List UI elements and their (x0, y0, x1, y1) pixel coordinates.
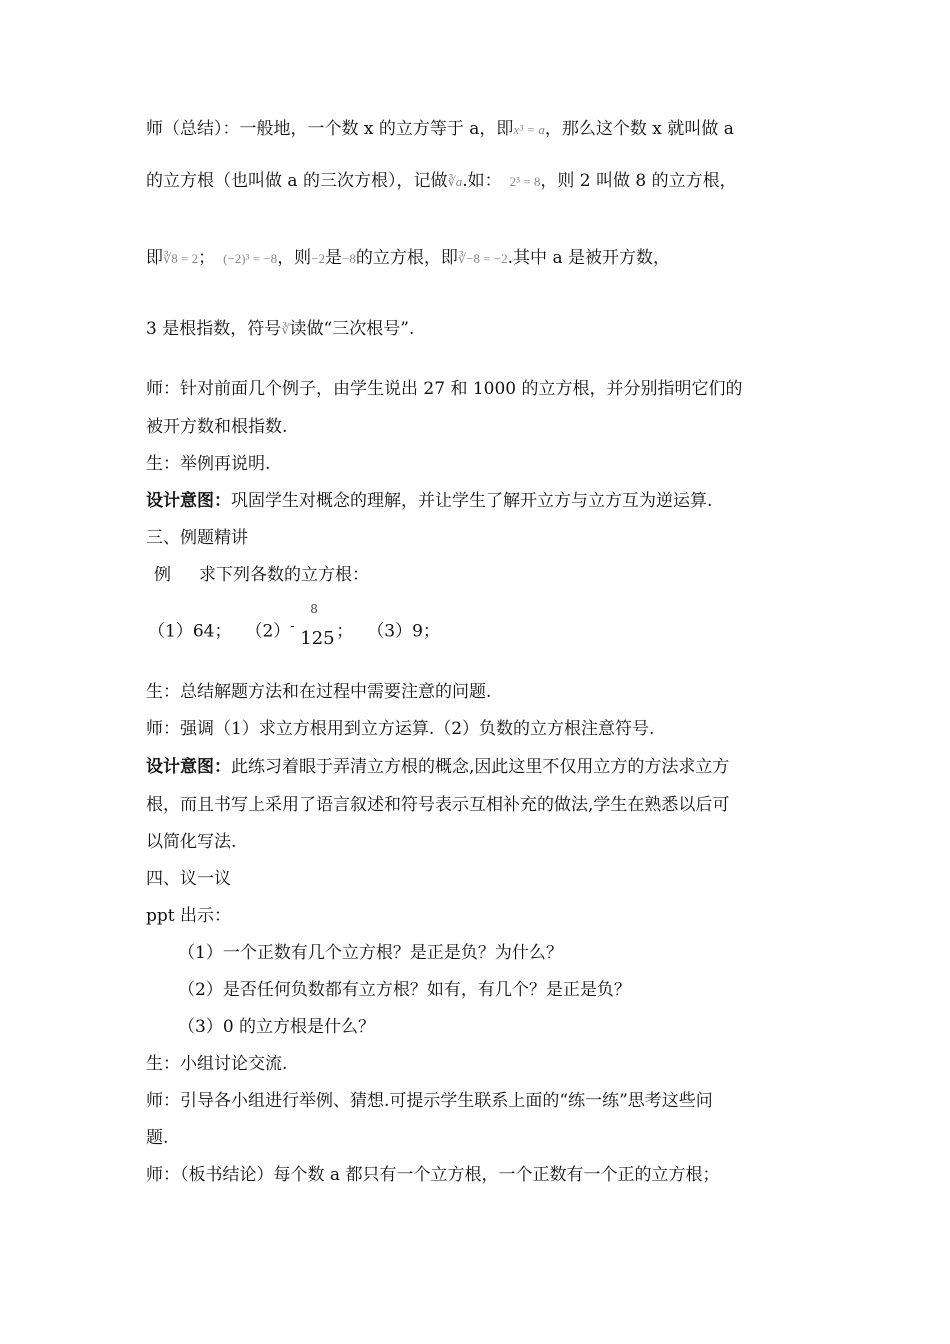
design-intent-2-line-1: 设计意图：此练习着眼于弄清立方根的概念,因此这里不仅用立方的方法求立方 (146, 757, 730, 777)
math-neg-eight: −8 (342, 251, 356, 266)
question-item: （3）0 的立方根是什么？ (178, 1017, 376, 1037)
math-two-cubed: 2³ = 8 (509, 174, 541, 189)
problem-2-label: （2） (245, 621, 291, 642)
question-item: （2）是否任何负数都有立方根？如有，有几个？是正是负？ (178, 980, 631, 1000)
section-heading-examples: 三、例题精讲 (146, 528, 248, 548)
design-intent-2-line-2: 根，而且书写上采用了语言叙述和符号表示互相补充的做法,学生在熟悉以后可 (146, 795, 730, 815)
section-heading-discussion: 四、议一议 (146, 869, 231, 889)
example-prompt: 例 求下列各数的立方根： (154, 565, 369, 585)
student-summary: 生：总结解题方法和在过程中需要注意的问题. (146, 682, 492, 702)
design-intent-label: 设计意图： (146, 757, 231, 777)
teacher-emphasis: 师：强调（1）求立方根用到立方运算.（2）负数的立方根注意符号. (146, 719, 655, 739)
teacher-prompt-line-1: 师：针对前面几个例子，由学生说出 27 和 1000 的立方根，并分别指明它们的 (146, 379, 743, 399)
design-intent-2-line-3: 以简化写法. (146, 832, 237, 852)
student-discussion: 生：小组讨论交流. (146, 1054, 288, 1074)
ppt-label: ppt 出示： (146, 906, 231, 926)
math-x-cubed-equals-a: x³ = a (513, 122, 545, 137)
teacher-prompt-line-2: 被开方数和根指数. (146, 417, 288, 437)
math-neg-two-cubed: (−2)³ = −8 (223, 251, 278, 266)
design-intent-label: 设计意图： (146, 491, 231, 511)
paragraph-definition-line-1: 师（总结）：一般地，一个数 x 的立方等于 a，即x³ = a，那么这个数 x 就叫做 a (146, 119, 734, 139)
teacher-guidance-line-2: 题. (146, 1128, 169, 1148)
question-item: （1）一个正数有几个立方根？是正是负？为什么？ (178, 943, 563, 963)
math-neg-two: −2 (311, 251, 326, 266)
teacher-conclusion: 师：（板书结论）每个数 a 都只有一个立方根，一个正数有一个正的立方根； (146, 1165, 720, 1185)
paragraph-definition-line-2: 的立方根（也叫做 a 的三次方根），记做∛a.如： 2³ = 8，则 2 叫做 8 的立方根， (146, 171, 737, 191)
student-reply: 生：举例再说明. (146, 454, 271, 474)
fraction-neg-8-over-125: - 8 125 (290, 602, 335, 649)
math-cube-root-8: ∛8 = 2 (163, 251, 199, 266)
example-problems: （1）64； （2） - 8 125 ； （3）9； (148, 612, 440, 652)
math-cube-root-a: ∛a (447, 174, 463, 189)
paragraph-definition-line-3: 即∛8 = 2； (−2)³ = −8，则−2是−8的立方根，即∛−8 = −2.其中 a 是被开方数， (146, 248, 671, 268)
paragraph-definition-line-4: 3 是根指数，符号∛读做“三次根号”. (146, 319, 415, 339)
teacher-guidance-line-1: 师：引导各小组进行举例、猜想.可提示学生联系上面的“练一练”思考这些问 (146, 1091, 713, 1111)
problem-3: （3）9； (367, 621, 440, 642)
cube-root-symbol: ∛ (281, 322, 290, 337)
design-intent-1: 设计意图：巩固学生对概念的理解，并让学生了解开立方与立方互为逆运算. (146, 491, 713, 511)
math-cube-root-neg-8: ∛−8 = −2 (457, 251, 508, 266)
problem-1: （1）64； (148, 621, 232, 642)
